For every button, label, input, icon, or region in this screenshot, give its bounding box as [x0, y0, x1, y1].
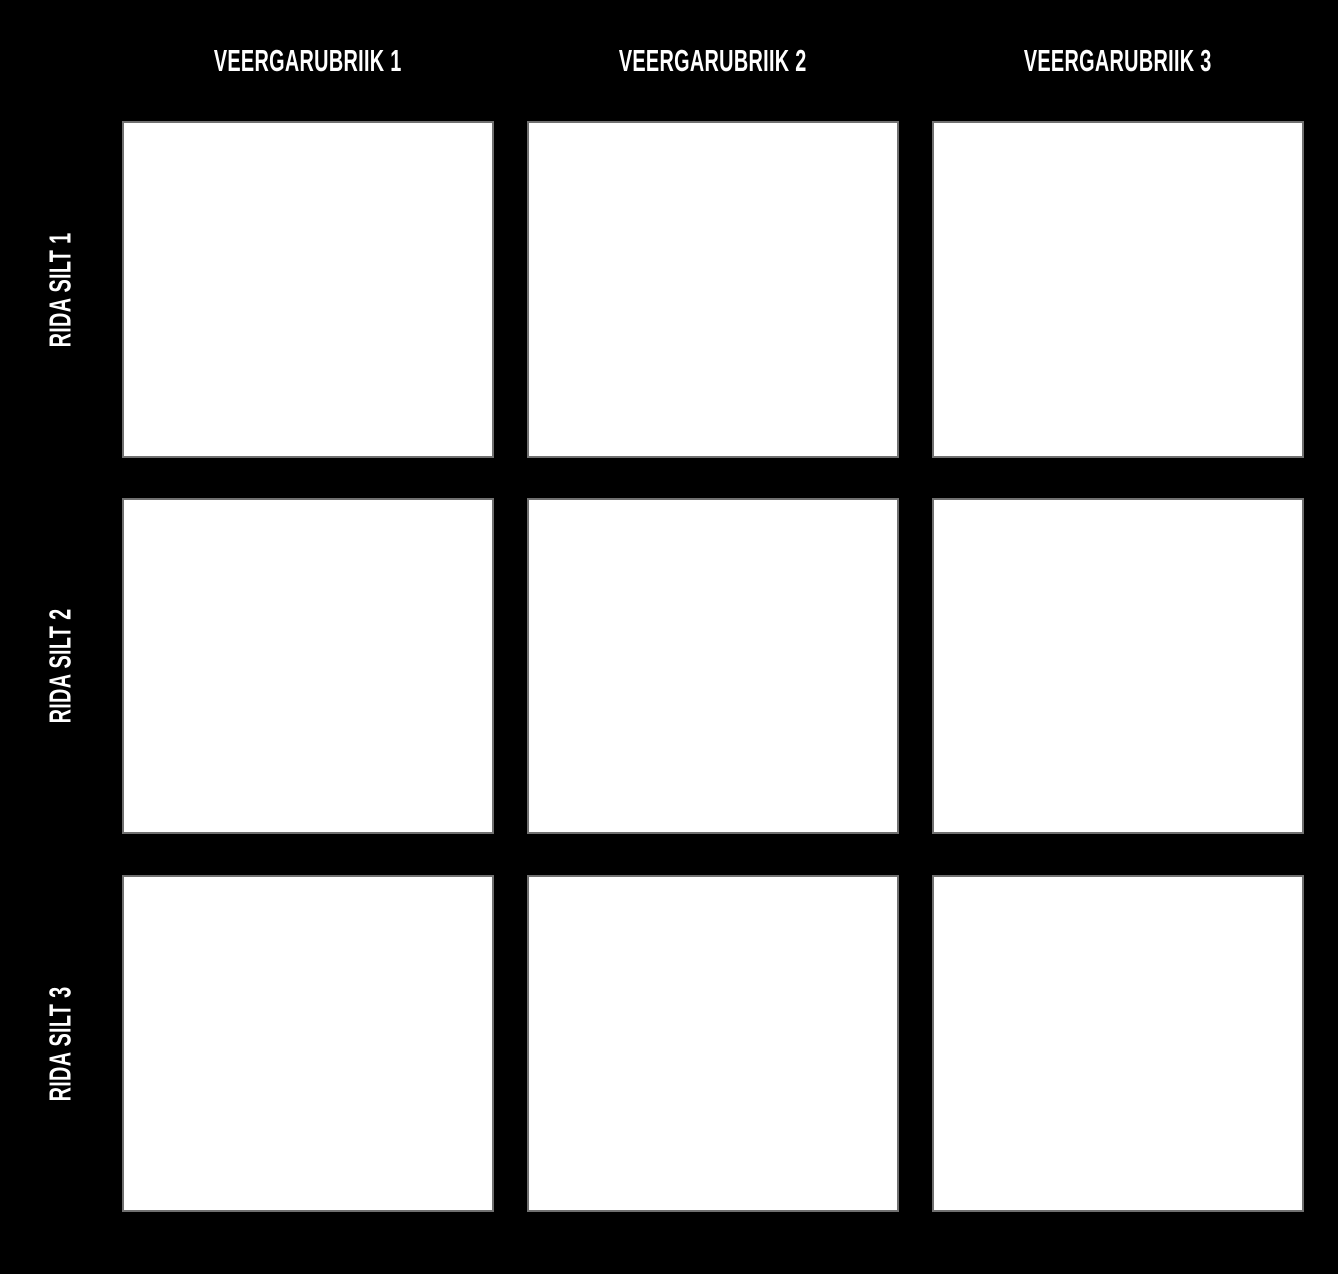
grid-cell-row1-col2[interactable]	[527, 121, 899, 458]
row-label-3	[0, 875, 122, 1212]
column-header-2	[527, 0, 899, 121]
column-header-1-label: VEERGARUBRIIK 1	[214, 42, 402, 78]
grid-cell-row3-col1[interactable]	[122, 875, 494, 1212]
column-header-3	[932, 0, 1304, 121]
row-label-3-text: RIDA SILT 3	[43, 986, 79, 1101]
grid-cell-row2-col1[interactable]	[122, 498, 494, 834]
column-header-1	[122, 0, 494, 121]
grid-cell-row1-col1[interactable]	[122, 121, 494, 458]
grid-cell-row3-col2[interactable]	[527, 875, 899, 1212]
row-label-2-text: RIDA SILT 2	[43, 608, 79, 724]
column-header-2-label: VEERGARUBRIIK 2	[619, 42, 807, 78]
grid-cell-row3-col3[interactable]	[932, 875, 1304, 1212]
grid-cell-row2-col3[interactable]	[932, 498, 1304, 834]
grid-cell-row2-col2[interactable]	[527, 498, 899, 834]
row-label-1-text: RIDA SILT 1	[43, 232, 79, 347]
grid-cell-row1-col3[interactable]	[932, 121, 1304, 458]
column-header-3-label: VEERGARUBRIIK 3	[1024, 42, 1212, 78]
row-label-2	[0, 498, 122, 834]
row-label-1	[0, 121, 122, 458]
